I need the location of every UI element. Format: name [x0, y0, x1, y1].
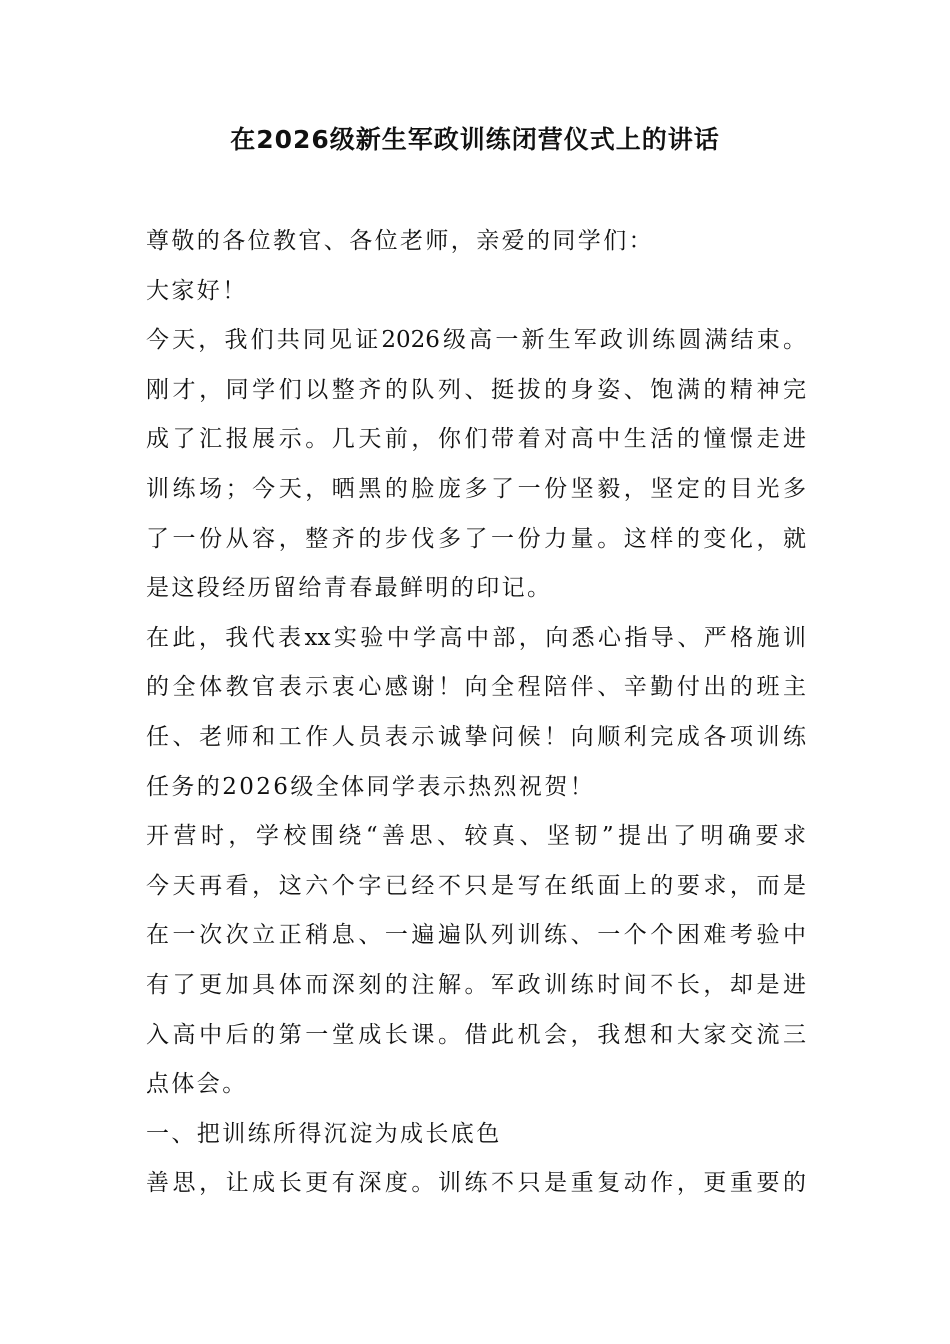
body-line: 了一份从容，整齐的步伐多了一份力量。这样的变化，就 — [146, 525, 806, 552]
document-body — [146, 217, 806, 1209]
body-line: 在此，我代表xx实验中学高中部，向悉心指导、严格施训 — [146, 624, 806, 651]
body-line: 开营时，学校围绕“善思、较真、坚韧”提出了明确要求 — [146, 823, 806, 850]
body-line: 训练场；今天，晒黑的脸庞多了一份坚毅，坚定的目光多 — [146, 475, 806, 502]
document-title: 在2026级新生军政训练闭营仪式上的讲话 — [230, 125, 720, 154]
body-line: 成了汇报展示。几天前，你们带着对高中生活的憧憬走进 — [146, 426, 806, 453]
body-line: 任务的2026级全体同学表示热烈祝贺！ — [146, 773, 596, 800]
body-line: 的全体教官表示衷心感谢！向全程陪伴、辛勤付出的班主 — [146, 674, 806, 701]
body-line: 今天再看，这六个字已经不只是写在纸面上的要求，而是 — [146, 872, 806, 899]
body-line: 善思，让成长更有深度。训练不只是重复动作，更重要的 — [146, 1170, 806, 1197]
body-line: 一、把训练所得沉淀为成长底色 — [146, 1120, 502, 1147]
body-line: 点体会。 — [146, 1071, 248, 1098]
body-line: 刚才，同学们以整齐的队列、挺拔的身姿、饱满的精神完 — [146, 376, 806, 403]
body-line: 大家好！ — [146, 277, 248, 304]
body-line: 任、老师和工作人员表示诚挚问候！向顺利完成各项训练 — [146, 723, 806, 750]
body-line: 在一次次立正稍息、一遍遍队列训练、一个个困难考验中 — [146, 922, 806, 949]
body-line: 有了更加具体而深刻的注解。军政训练时间不长，却是进 — [146, 971, 806, 998]
body-line: 入高中后的第一堂成长课。借此机会，我想和大家交流三 — [146, 1021, 806, 1048]
body-line: 今天，我们共同见证2026级高一新生军政训练圆满结束。 — [146, 327, 806, 354]
body-line: 尊敬的各位教官、各位老师，亲爱的同学们： — [146, 228, 654, 254]
body-line: 是这段经历留给青春最鲜明的印记。 — [146, 575, 553, 602]
